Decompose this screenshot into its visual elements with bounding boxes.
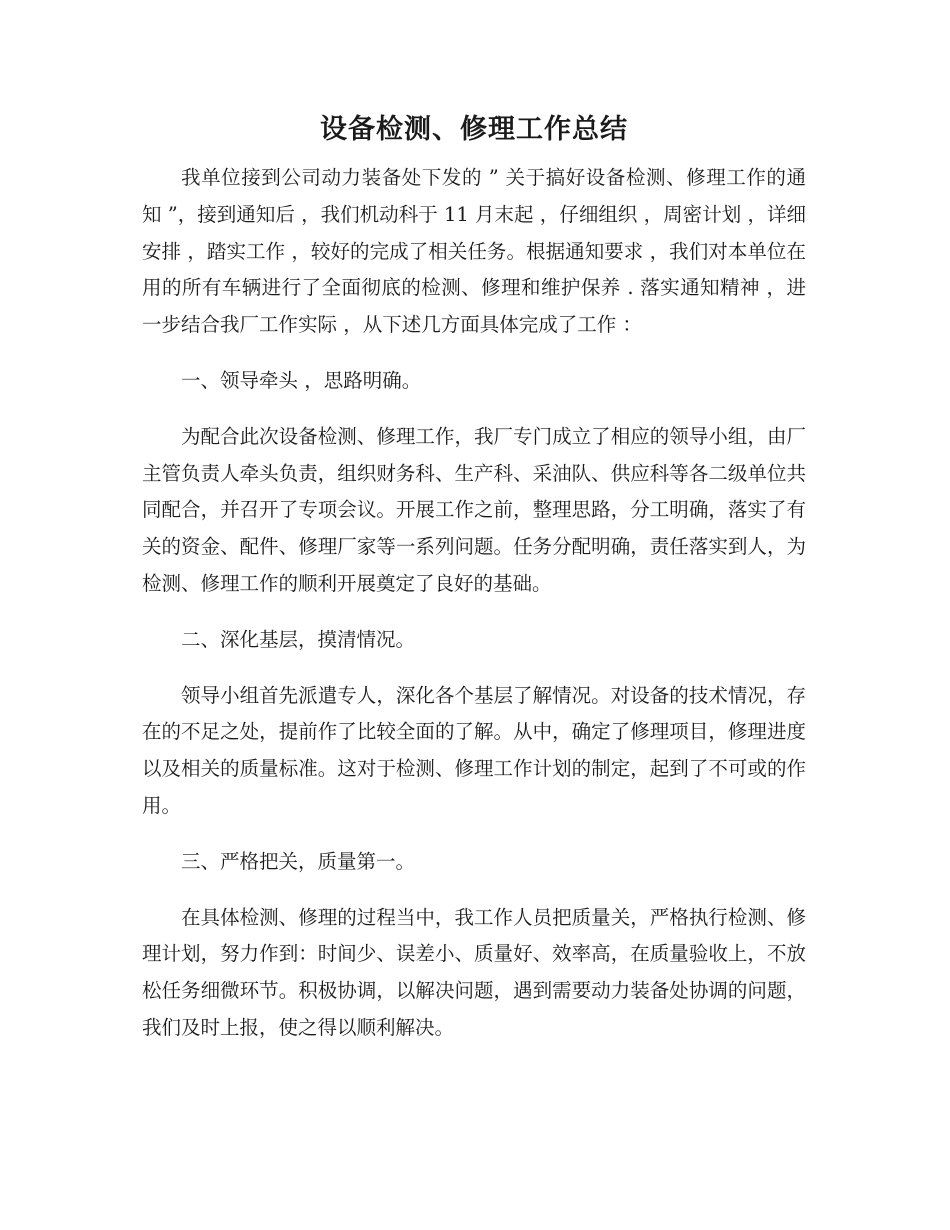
document-title: 设备检测、修理工作总结 <box>320 114 628 145</box>
document-body <box>142 110 806 1066</box>
intro-paragraph: 我单位接到公司动力装备处下发的 ” 关于搞好设备检测、修理工作的通知 ”，接到通知后 ，我们机动科于 11 月末起 ，仔细组织 ，周密计划 ，详细安排 ，踏实工作 ，较好的完成了相关任务。根据通知要求 ，我们对本单位在用的所有车辆进行了全面彻底的检测、修理和维护保养 . 落实通知精神 ，进一步结合我厂工作实际 ，从下述几方面具体完成了工作 ： <box>142 166 806 337</box>
section-2-heading: 二、深化基层，摸清情况。 <box>181 627 416 651</box>
section-1-heading: 一、领导牵头 ，思路明确。 <box>181 368 422 392</box>
section-3-heading: 三、严格把关，质量第一。 <box>181 849 416 873</box>
section-3-body: 在具体检测、修理的过程当中，我工作人员把质量关，严格执行检测、修理计划，努力作到：时间少、误差小、质量好、效率高，在质量验收上，不放松任务细微环节。积极协调，以解决问题，遇到需要动力装备处协调的问题，我们及时上报，使之得以顺利解决。 <box>142 905 806 1039</box>
section-2-body: 领导小组首先派遣专人，深化各个基层了解情况。对设备的技术情况，存在的不足之处，提前作了比较全面的了解。从中，确定了修理项目，修理进度以及相关的质量标准。这对于检测、修理工作计划的制定，起到了不可或的作用。 <box>142 683 806 817</box>
section-1-body: 为配合此次设备检测、修理工作，我厂专门成立了相应的领导小组，由厂主管负责人牵头负责，组织财务科、生产科、采油队、供应科等各二级单位共同配合，并召开了专项会议。开展工作之前，整理思路，分工明确，落实了有关的资金、配件、修理厂家等一系列问题。任务分配明确，责任落实到人，为检测、修理工作的顺利开展奠定了良好的基础。 <box>142 424 806 595</box>
